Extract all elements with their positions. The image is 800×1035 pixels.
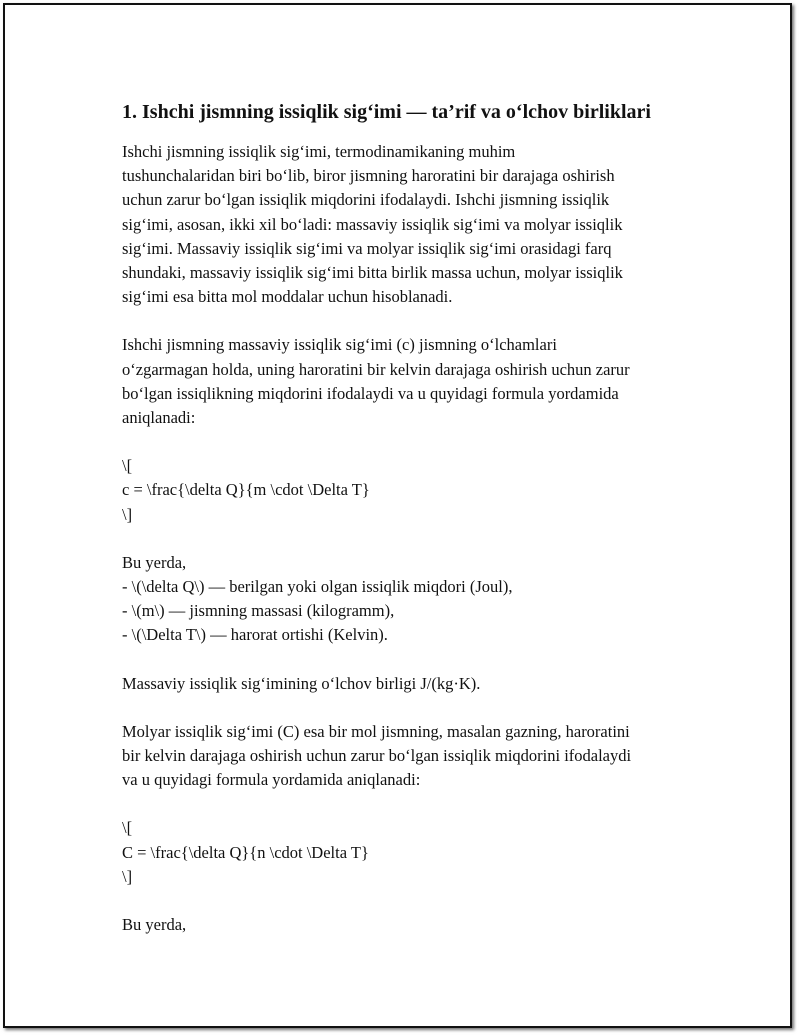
text-line: Ishchi jismning issiqlik sig‘imi, termodinamikaning muhim (122, 142, 516, 161)
text-line: Ishchi jismning massaviy issiqlik sig‘imi (c) jismning o‘lchamlari (122, 335, 557, 355)
text-line: sig‘imi, asosan, ikki xil bo‘ladi: massaviy issiqlik sig‘imi va molyar issiqlik (122, 214, 623, 234)
definition-item: - \(\Delta T\) — harorat ortishi (Kelvin). (122, 625, 388, 645)
text-line: bo‘lgan issiqlikning miqdorini ifodalaydi va u quyidagi formula yordamida (122, 383, 619, 403)
formula-molar-heat-capacity (122, 816, 702, 889)
text-line: shundaki, massaviy issiqlik sig‘imi bitta birlik massa uchun, molyar issiqlik (122, 263, 623, 283)
formula-line: \[ (122, 818, 133, 838)
formula-line: \] (122, 504, 133, 524)
definition-item: - \(\delta Q\) — berilgan yoki olgan issiqlik miqdori (Joul), (122, 577, 513, 597)
document-content (122, 99, 702, 961)
text-line: aniqlanadi: (122, 408, 196, 428)
formula-line: C = \frac{\delta Q}{n \cdot \Delta T} (122, 842, 369, 862)
molar-heat-capacity-paragraph (122, 720, 702, 793)
text-line: va u quyidagi formula yordamida aniqlanadi: (122, 770, 421, 790)
variable-definitions-2 (122, 913, 702, 937)
mass-heat-capacity-paragraph (122, 333, 702, 430)
intro-paragraph (122, 140, 702, 309)
text-line: Molyar issiqlik sig‘imi (C) esa bir mol jismning, masalan gazning, haroratini (122, 721, 630, 741)
definitions-intro: Bu yerda, (122, 915, 187, 935)
definition-item: - \(m\) — jismning massasi (kilogramm), (122, 601, 395, 621)
formula-line: \[ (122, 456, 133, 476)
text-line: bir kelvin darajaga oshirish uchun zarur bo‘lgan issiqlik miqdorini ifodalaydi (122, 746, 632, 766)
definitions-intro: Bu yerda, (122, 552, 187, 572)
text-line: tushunchalaridan biri bo‘lib, biror jismning haroratini bir darajaga oshirish (122, 166, 615, 186)
formula-line: \] (122, 866, 133, 886)
formula-mass-heat-capacity (122, 454, 702, 527)
unit-statement (122, 672, 702, 696)
document-page (3, 3, 792, 1028)
text-line: sig‘imi esa bitta mol moddalar uchun hisoblanadi. (122, 287, 453, 307)
text-line: uchun zarur bo‘lgan issiqlik miqdorini ifodalaydi. Ishchi jismning issiqlik (122, 190, 610, 210)
text-line: o‘zgarmagan holda, uning haroratini bir kelvin darajaga oshirish uchun zarur (122, 359, 630, 379)
section-heading: 1. Ishchi jismning issiqlik sig‘imi — ta’rif va o‘lchov birliklari (122, 101, 651, 123)
text-line: sig‘imi. Massaviy issiqlik sig‘imi va molyar issiqlik sig‘imi orasidagi farq (122, 238, 612, 258)
variable-definitions (122, 551, 702, 648)
text-line: Massaviy issiqlik sig‘imining o‘lchov birligi J/(kg·K). (122, 673, 481, 693)
formula-line: c = \frac{\delta Q}{m \cdot \Delta T} (122, 480, 370, 500)
